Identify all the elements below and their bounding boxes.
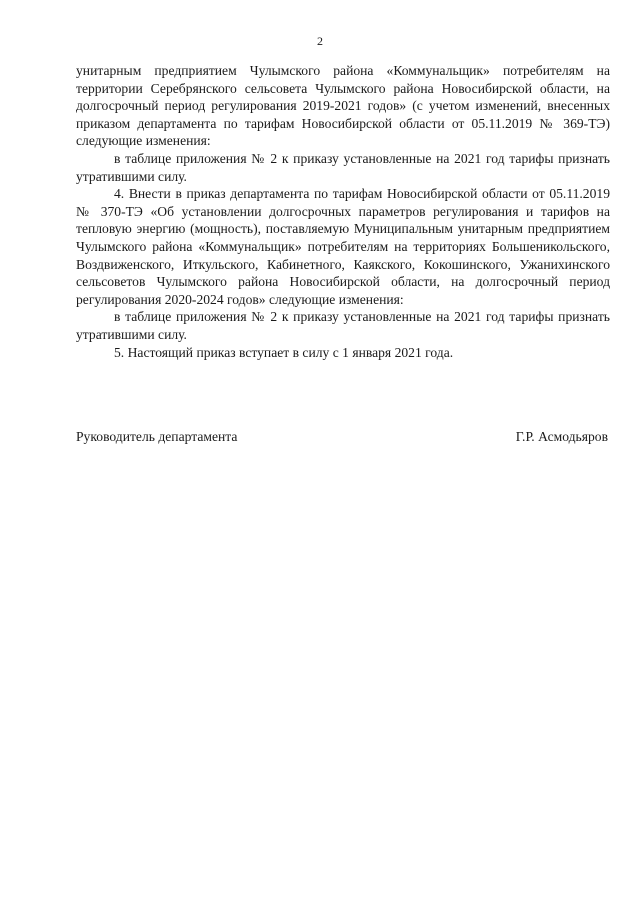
signatory-position: Руководитель департамента	[76, 429, 238, 444]
paragraph: в таблице приложения № 2 к приказу установленные на 2021 год тарифы признать утратившими силу.	[76, 309, 610, 342]
signatory-name: Г.Р. Асмодьяров	[515, 429, 608, 444]
paragraph: 4. Внести в приказ департамента по тарифам Новосибирской области от 05.11.2019 № 370-ТЭ «Об установлении долгосрочных параметров регулирования и тарифов на тепловую энергию (мощность), поставляемую Муниципальным унитарным предприятием Чулымского района «Коммунальщик» потребителям на территориях Большеникольского, Воздвиженского, Иткульского, Кабинетного, Каякского, Кокошинского, Ужанихинского сельсоветов Чулымского района Новосибирской области, на долгосрочный период регулирования 2020-2024 годов» следующие изменения:	[76, 186, 610, 307]
document-body	[76, 62, 610, 361]
paragraph: унитарным предприятием Чулымского района «Коммунальщик» потребителям на территории Серебрянского сельсовета Чулымского района Новосибирской области, на долгосрочный период регулирования 2019-2021 годов» (с учетом изменений, внесенных приказом департамента по тарифам Новосибирской области от 05.11.2019 № 369-ТЭ) следующие изменения:	[76, 63, 610, 149]
paragraph: 5. Настоящий приказ вступает в силу с 1 января 2021 года.	[114, 344, 454, 360]
page-number: 2	[317, 34, 323, 48]
signature-block	[76, 428, 608, 446]
paragraph: в таблице приложения № 2 к приказу установленные на 2021 год тарифы признать утратившими силу.	[76, 150, 610, 184]
